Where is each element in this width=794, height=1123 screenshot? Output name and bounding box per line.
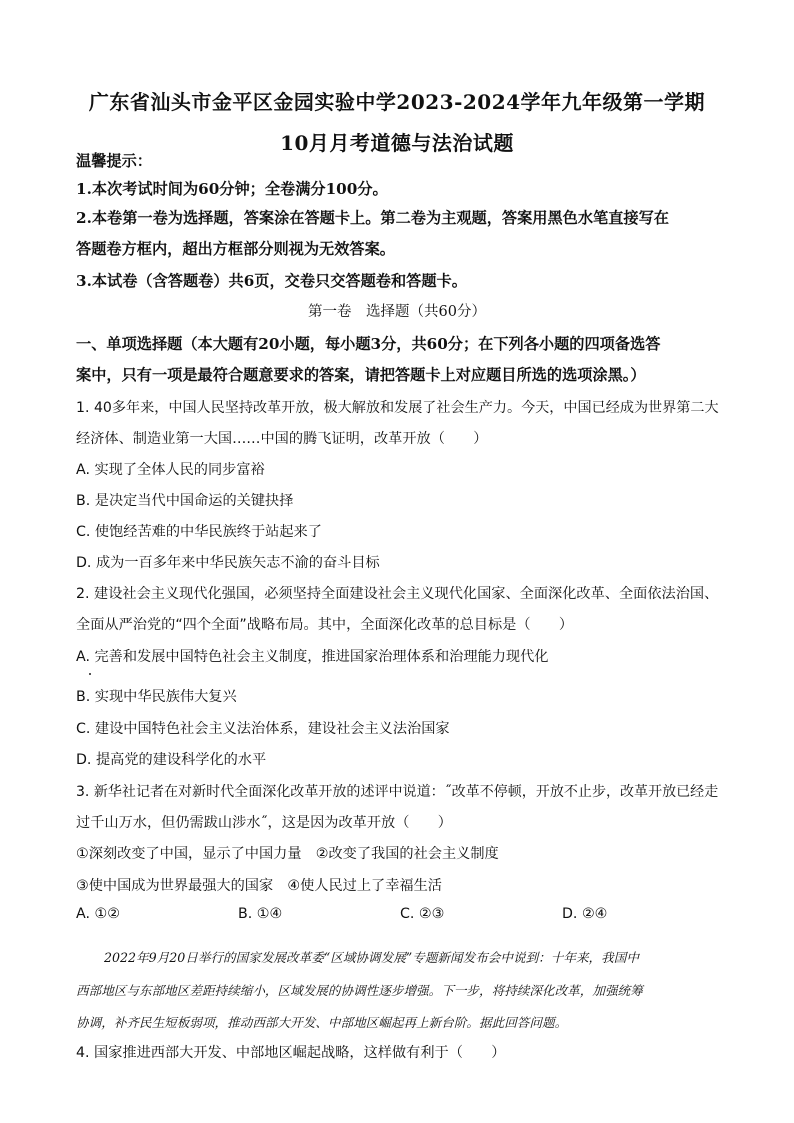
exam-title-line2: 10月月考道德与法治试题 (280, 131, 514, 155)
q2-option-d: D. 提高党的建设科学化的水平 (76, 752, 267, 768)
q3-choice-b: B. ①④ (238, 906, 283, 922)
section-instruction-1: 一、单项选择题（本大题有20小题，每小题3分，共60分；在下列各小题的四项备选答 (76, 335, 661, 353)
notice-item-2: 2.本卷第一卷为选择题，答案涂在答题卡上。第二卷为主观题，答案用黑色水笔直接写在 (76, 209, 669, 227)
material-line-2: 西部地区与东部地区差距持续缩小，区域发展的协调性逐步增强。下一步，将持续深化改革，加强统筹 (76, 983, 643, 998)
q2-stem-2: 全面从严治党的“四个全面”战略布局。其中，全面深化改革的总目标是（ ） (76, 617, 574, 633)
q1-stem-2: 经济体、制造业第一大国……中国的腾飞证明，改革开放（ ） (76, 431, 488, 447)
q1-option-a: A. 实现了全体人民的同步富裕 (76, 462, 265, 478)
material-line-3: 协调，补齐民生短板弱项，推动西部大开发、中部地区崛起再上新台阶。据此回答问题。 (76, 1015, 568, 1030)
q4-stem-1: 4. 国家推进西部大开发、中部地区崛起战略，这样做有利于（ ） (76, 1045, 506, 1061)
notice-item-3: 3.本试卷（含答题卷）共6页，交卷只交答题卷和答题卡。 (76, 272, 467, 290)
notice-heading: 温馨提示： (76, 152, 152, 170)
q1-option-d: D. 成为一百多年来中华民族矢志不渝的奋斗目标 (76, 555, 380, 571)
q3-choice-c: C. ②③ (400, 906, 445, 922)
section-title: 第一卷 选择题（共60分） (308, 304, 486, 320)
q1-stem-1: 1. 40多年来，中国人民坚持改革开放，极大解放和发展了社会生产力。今天，中国已经成为世界第二大 (76, 400, 719, 416)
q2-stem-1: 2. 建设社会主义现代化强国，必须坚持全面建设社会主义现代化国家、全面深化改革、全面依法治国、 (76, 586, 719, 602)
section-instruction-2: 案中，只有一项是最符合题意要求的答案，请把答题卡上对应题目所选的选项涂黑。） (76, 366, 646, 384)
q3-choice-a: A. ①② (76, 906, 120, 922)
scan-dot (89, 673, 91, 675)
q2-option-c: C. 建设中国特色社会主义法治体系，建设社会主义法治国家 (76, 721, 450, 737)
notice-item-1: 1.本次考试时间为60分钟；全卷满分100分。 (76, 180, 388, 198)
q3-stem-1: 3. 新华社记者在对新时代全面深化改革开放的述评中说道：˝改革不停顿，开放不止步，改革开放已经走 (76, 784, 719, 800)
material-line-1: 2022年9月20日举行的国家发展改革委“区域协调发展”专题新闻发布会中说到：十年来，我国中 (104, 950, 639, 965)
q1-option-c: C. 使饱经苦难的中华民族终于站起来了 (76, 524, 322, 540)
q2-option-b: B. 实现中华民族伟大复兴 (76, 689, 237, 705)
notice-item-2-cont: 答题卷方框内，超出方框部分则视为无效答案。 (76, 240, 395, 258)
q3-statement-2: ③使中国成为世界最强大的国家 ④使人民过上了幸福生活 (76, 878, 442, 894)
exam-title-line1: 广东省汕头市金平区金园实验中学2023-2024学年九年级第一学期 (88, 90, 706, 114)
q3-choice-d: D. ②④ (562, 906, 608, 922)
q2-option-a: A. 完善和发展中国特色社会主义制度，推进国家治理体系和治理能力现代化 (76, 649, 549, 665)
q3-stem-2: 过千山万水，但仍需跋山涉水˝，这是因为改革开放（ ） (76, 815, 452, 831)
q1-option-b: B. 是决定当代中国命运的关键抉择 (76, 493, 294, 509)
q3-statement-1: ①深刻改变了中国，显示了中国力量 ②改变了我国的社会主义制度 (76, 846, 499, 862)
